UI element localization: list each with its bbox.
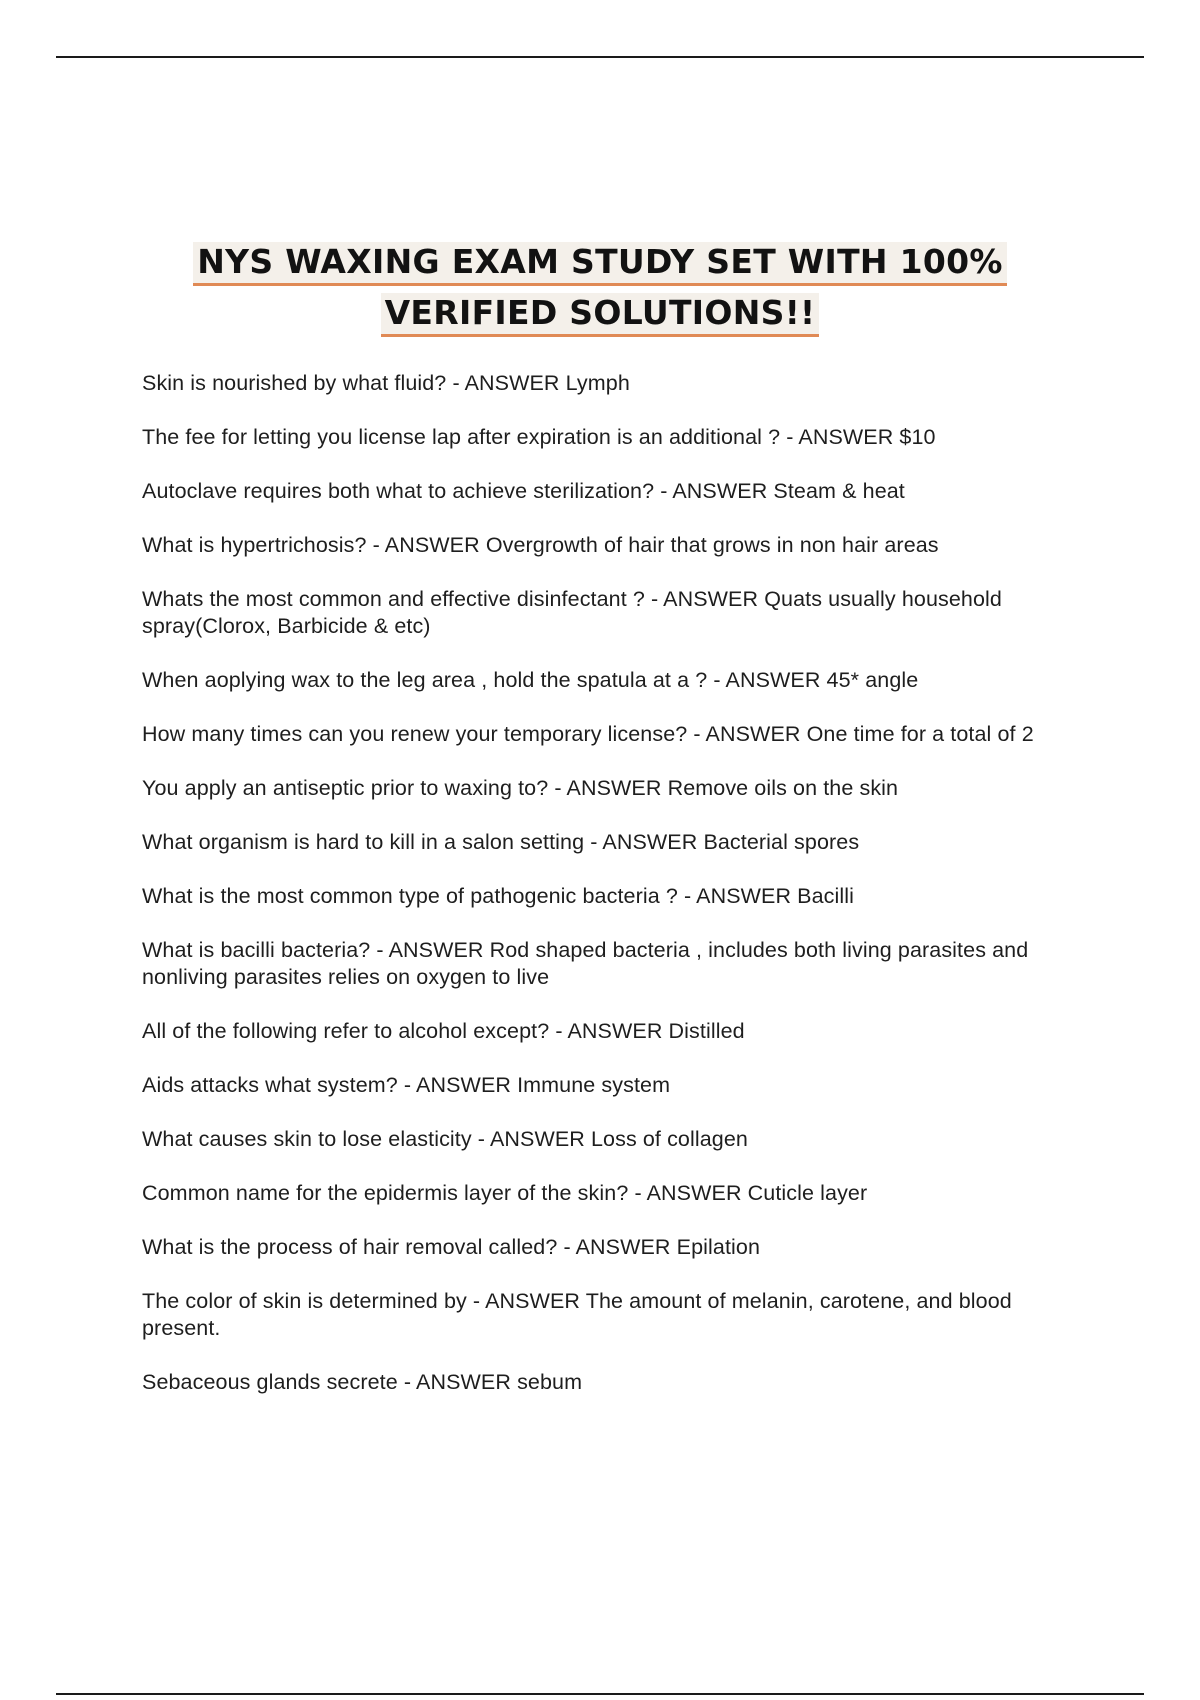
answer-separator: - ANSWER — [370, 938, 490, 962]
answer-separator: - ANSWER — [644, 587, 765, 611]
question-text: What organism is hard to kill in a salon setting — [142, 830, 585, 854]
answer-separator: - ANSWER — [549, 1019, 669, 1043]
qa-item — [142, 424, 1062, 451]
qa-item — [142, 1072, 1062, 1099]
qa-item — [142, 1018, 1062, 1045]
qa-item — [142, 1180, 1062, 1207]
qa-item — [142, 1369, 1062, 1396]
question-text: What is the process of hair removal called? — [142, 1235, 558, 1259]
question-text: Aids attacks what system? — [142, 1073, 398, 1097]
answer-separator: - ANSWER — [584, 830, 704, 854]
answer-text: Overgrowth of hair that grows in non hair areas — [485, 533, 939, 557]
question-text: You apply an antiseptic prior to waxing to? — [142, 776, 549, 800]
answer-separator: - ANSWER — [654, 479, 774, 503]
answer-separator: - ANSWER — [628, 1181, 748, 1205]
question-text: Autoclave requires both what to achieve sterilization? — [142, 479, 655, 503]
answer-text: Distilled — [668, 1019, 745, 1043]
question-text: All of the following refer to alcohol except? — [142, 1019, 550, 1043]
answer-text: Loss of collagen — [590, 1127, 748, 1151]
answer-text: sebum — [517, 1370, 583, 1394]
answer-text: Immune system — [517, 1073, 671, 1097]
answer-separator: - ANSWER — [557, 1235, 677, 1259]
answer-separator: - ANSWER — [466, 1289, 586, 1313]
answer-text: Bacilli — [797, 884, 855, 908]
answer-text: Remove oils on the skin — [667, 776, 899, 800]
qa-item — [142, 1126, 1062, 1153]
answer-text: One time for a total of 2 — [806, 722, 1034, 746]
answer-text: The amount of melanin, carotene, and blood present. — [142, 1289, 1012, 1340]
qa-item — [142, 775, 1062, 802]
question-text: What is the most common type of pathogenic bacteria ? — [142, 884, 678, 908]
answer-separator: - ANSWER — [366, 533, 486, 557]
qa-item — [142, 721, 1062, 748]
answer-separator: - ANSWER — [471, 1127, 591, 1151]
answer-separator: - ANSWER — [707, 668, 827, 692]
title-line-1: NYS WAXING EXAM STUDY SET WITH 100% — [193, 242, 1007, 286]
question-text: Skin is nourished by what fluid? — [142, 371, 447, 395]
answer-separator: - ANSWER — [397, 1073, 518, 1097]
qa-item — [142, 1288, 1062, 1342]
qa-item — [142, 586, 1062, 640]
question-text: How many times can you renew your temporary license? — [142, 722, 688, 746]
qa-item — [142, 370, 1062, 397]
answer-text: Rod shaped bacteria , includes both living parasites and nonliving parasites relies on oxygen to live — [142, 938, 1029, 989]
qa-item — [142, 937, 1062, 991]
top-rule — [56, 56, 1144, 58]
answer-separator: - ANSWER — [397, 1370, 518, 1394]
qa-item — [142, 883, 1062, 910]
qa-item — [142, 532, 1062, 559]
qa-item — [142, 478, 1062, 505]
answer-separator: - ANSWER — [677, 884, 798, 908]
question-text: What is bacilli bacteria? — [142, 938, 371, 962]
qa-item — [142, 1234, 1062, 1261]
answer-separator: - ANSWER — [548, 776, 668, 800]
answer-separator: - ANSWER — [446, 371, 566, 395]
title-line-2: VERIFIED SOLUTIONS!! — [381, 293, 820, 337]
answer-text: Epilation — [676, 1235, 761, 1259]
answer-separator: - ANSWER — [687, 722, 807, 746]
question-text: Common name for the epidermis layer of the skin? — [142, 1181, 629, 1205]
answer-text: Quats usually household spray(Clorox, Barbicide & etc) — [142, 587, 1002, 638]
answer-text: Steam & heat — [773, 479, 905, 503]
answer-text: Lymph — [565, 371, 630, 395]
qa-item — [142, 829, 1062, 856]
question-text: Sebaceous glands secrete — [142, 1370, 398, 1394]
answer-text: Bacterial spores — [703, 830, 860, 854]
bottom-rule — [56, 1693, 1144, 1695]
answer-text: $10 — [899, 425, 936, 449]
qa-item — [142, 667, 1062, 694]
question-text: Whats the most common and effective disinfectant ? — [142, 587, 645, 611]
question-text: When aoplying wax to the leg area , hold the spatula at a ? — [142, 668, 708, 692]
qa-list — [142, 370, 1062, 1423]
document-title — [120, 236, 1080, 338]
question-text: The fee for letting you license lap after expiration is an additional ? — [142, 425, 781, 449]
question-text: The color of skin is determined by — [142, 1289, 467, 1313]
question-text: What causes skin to lose elasticity — [142, 1127, 472, 1151]
answer-text: 45* angle — [826, 668, 919, 692]
question-text: What is hypertrichosis? — [142, 533, 367, 557]
answer-separator: - ANSWER — [780, 425, 900, 449]
answer-text: Cuticle layer — [747, 1181, 868, 1205]
